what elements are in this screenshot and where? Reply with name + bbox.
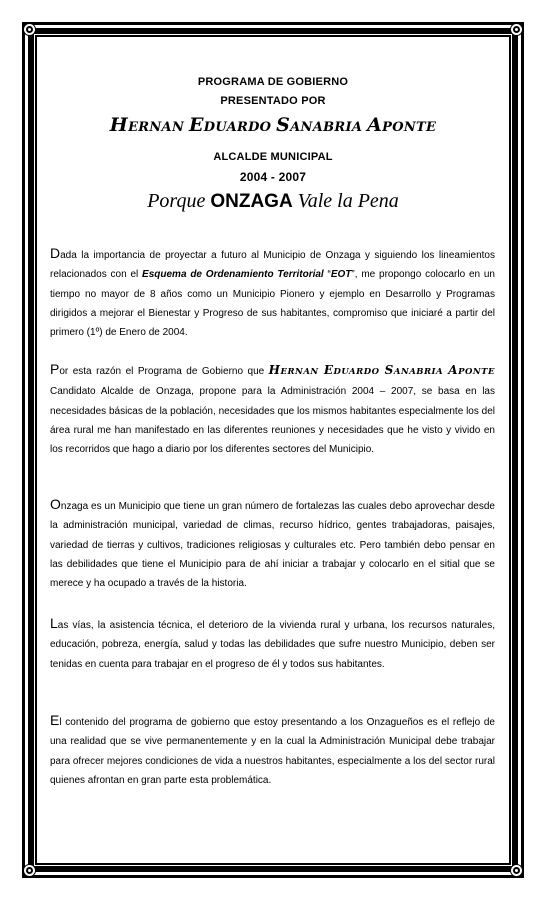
role-title: ALCALDE MUNICIPAL [213, 151, 333, 163]
candidate-name: HERNAN EDUARDO SANABRIA APONTE [109, 114, 437, 136]
paragraph-strengths: Onzaga es un Municipio que tiene un gran número de fortalezas las cuales debo aprovechar desde la administración municipal, variedad de climas, recurso hídrico, gentes trabajadoras, paisajes, variedad de tierras y cultivos, tradiciones religiosas y culturales etc. Pero también debo pensar en las debilidades que tiene el Municipio para de ahí iniciar a trabajar y colocarlo en el sitial que se merece y ha ocupado a través de la historia. [50, 496, 495, 590]
slogan: Porque ONZAGA Vale la Pena [147, 190, 399, 212]
border-bar-bottom [28, 866, 518, 872]
corner-ornament-icon [511, 24, 522, 35]
border-bar-top [28, 28, 518, 34]
program-title: PROGRAMA DE GOBIERNO [197, 76, 349, 88]
corner-ornament-icon [24, 24, 35, 35]
paragraph-content: El contenido del programa de gobierno que estoy presentando a los Onzagueños es el reflejo de una realidad que se vive permanentemente y en la cual la Administración Municipal debe trabajar para ofrecer mejores condiciones de vida a nuestros habitantes, especialmente a los del sector rural quienes afrontan en gran parte esta problemática. [50, 712, 495, 786]
corner-ornament-icon [24, 865, 35, 876]
candidate-name-inline: HERNAN EDUARDO SANABRIA APONTE [268, 363, 495, 377]
paragraph-weaknesses: Las vías, la asistencia técnica, el deterioro de la vivienda rural y urbana, los recursos naturales, educación, pobreza, energía, salud y todas las debilidades que sufre nuestro Municipio, deben ser tenidas en cuenta para trabajar en el progreso de él y todos sus habitantes. [50, 615, 495, 670]
presented-by: PRESENTADO POR [220, 95, 326, 107]
paragraph-intro: Dada la importancia de proyectar a futuro al Municipio de Onzaga y siguiendo los lineamientos relacionados con el Esquema de Ordenamiento Territorial “EOT”, me propongo colocarlo en un tiempo no mayor de 8 años como un Municipio Pionero y ejemplo en Desarrollo y Programas dirigidos a mejorar el Bienestar y Progreso de sus habitantes, compromiso que iniciaré a partir del primero (1º) de Enero de 2004. [50, 245, 495, 339]
period: 2004 - 2007 [239, 170, 307, 184]
paragraph-program: Por esta razón el Programa de Gobierno que HERNAN EDUARDO SANABRIA APONTE Candidato Alcalde de Onzaga, propone para la Administración 2004 – 2007, se basa en las necesidades básicas de la población, necesidades que los mismos habitantes especialmente los del área rural me han manifestado en las diferentes reuniones y necesidades que he visto y vivido en los recorridos que hago a diario por los diferentes sectores del Municipio. [50, 361, 495, 456]
corner-ornament-icon [511, 865, 522, 876]
